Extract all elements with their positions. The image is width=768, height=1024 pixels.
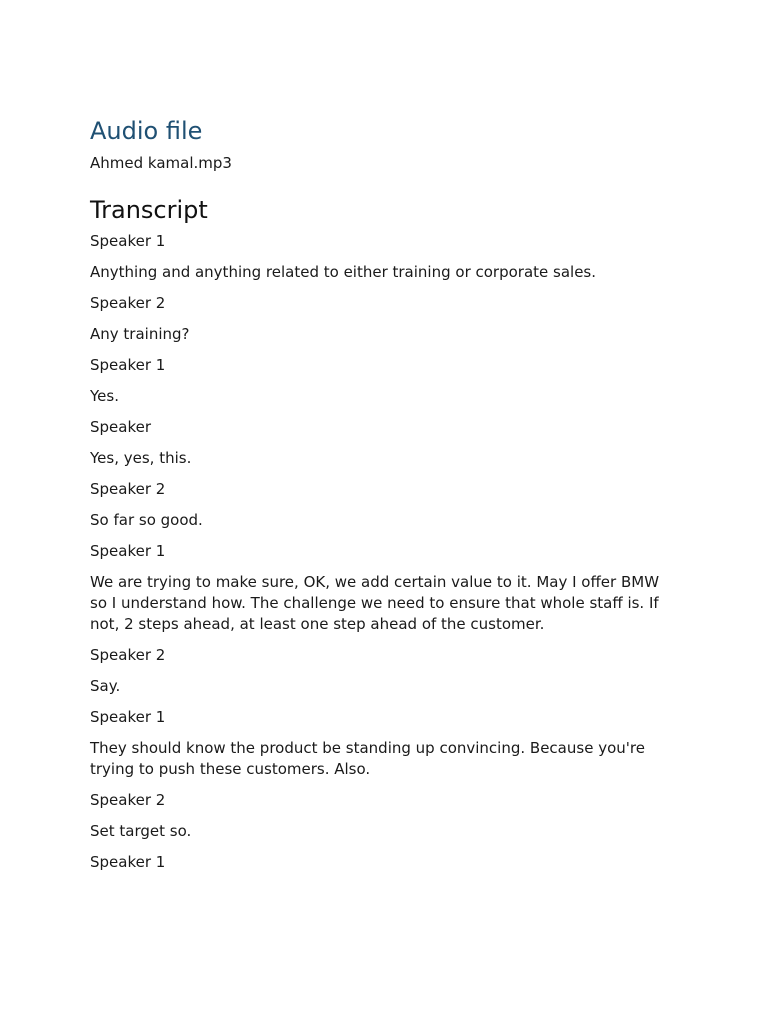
utterance-text: Say. [90, 677, 121, 695]
speaker-label: Speaker 2 [90, 791, 166, 809]
utterance-text: Yes. [90, 387, 119, 405]
utterance-text: Yes, yes, this. [90, 449, 192, 467]
speaker-label: Speaker 2 [90, 646, 166, 664]
document-page [90, 114, 670, 883]
utterance-text: So far so good. [90, 511, 203, 529]
audio-file-heading: Audio file [90, 117, 203, 145]
speaker-label: Speaker 1 [90, 853, 166, 871]
utterance-text: Any training? [90, 325, 190, 343]
speaker-label: Speaker 1 [90, 708, 166, 726]
speaker-label: Speaker 1 [90, 542, 166, 560]
speaker-label: Speaker 1 [90, 232, 166, 250]
transcript-entries [90, 231, 670, 873]
utterance-text: We are trying to make sure, OK, we add certain value to it. May I offer BMW so I understand how. The challenge we need to ensure that whole staff is. If not, 2 steps ahead, at least one step ahead of the customer. [90, 573, 660, 633]
utterance-text: Anything and anything related to either training or corporate sales. [90, 263, 597, 281]
speaker-label: Speaker [90, 418, 152, 436]
utterance-text: They should know the product be standing up convincing. Because you're trying to push these customers. Also. [90, 739, 645, 778]
transcript-heading: Transcript [90, 196, 208, 224]
speaker-label: Speaker 2 [90, 480, 166, 498]
utterance-text: Set target so. [90, 822, 192, 840]
speaker-label: Speaker 1 [90, 356, 166, 374]
speaker-label: Speaker 2 [90, 294, 166, 312]
audio-filename: Ahmed kamal.mp3 [90, 154, 232, 172]
